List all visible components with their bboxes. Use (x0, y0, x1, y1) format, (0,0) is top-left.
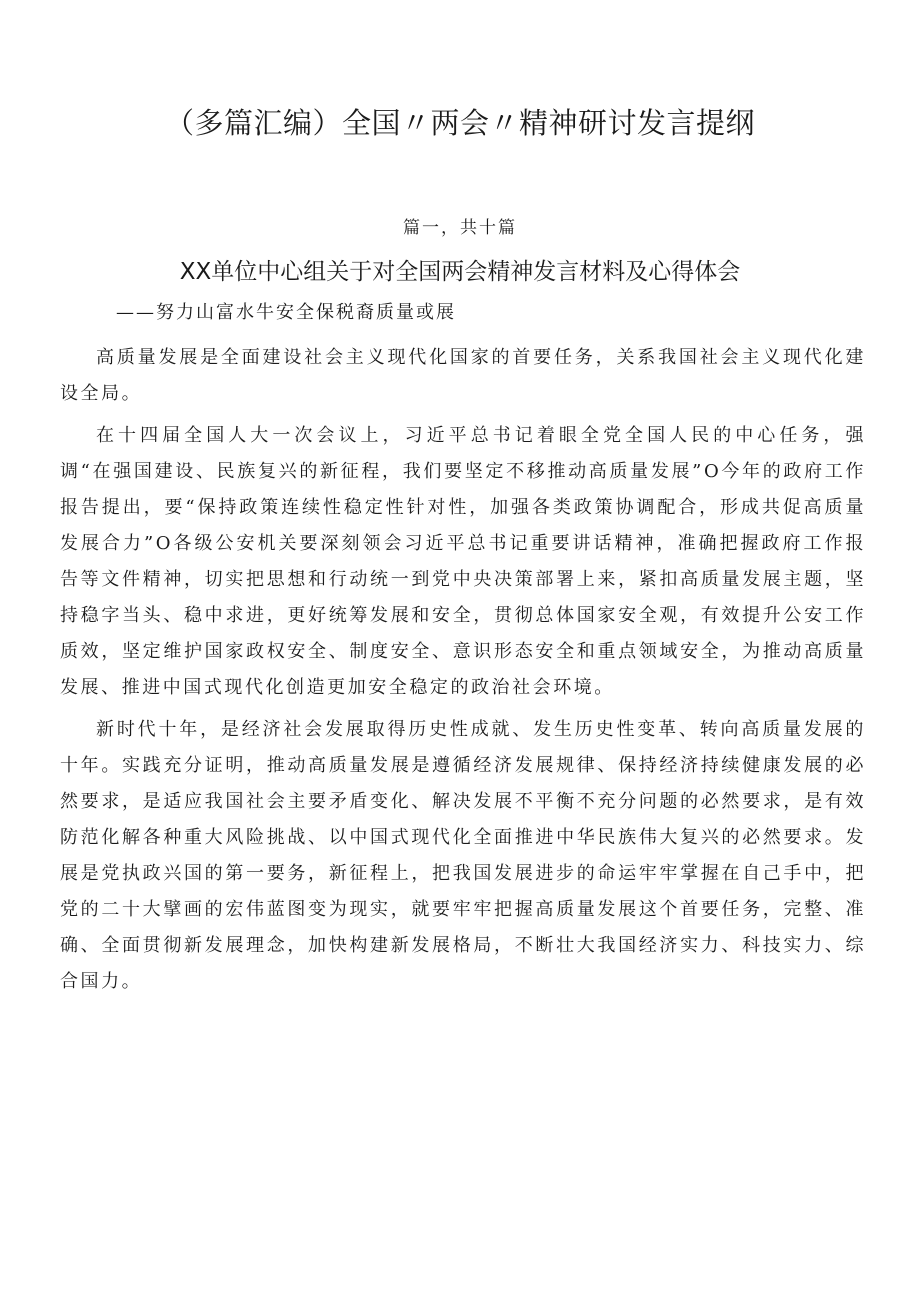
body-paragraph-3: 新时代十年，是经济社会发展取得历史性成就、发生历史性变革、转向高质量发展的十年。实践充分证明，推动高质量发展是遵循经济发展规律、保持经济持续健康发展的必然要求，是适应我国社会主要矛盾变化、解决发展不平衡不充分问题的必然要求，是有效防范化解各种重大风险挑战、以中国式现代化全面推进中华民族伟大复兴的必然要求。发展是党执政兴国的第一要务，新征程上，把我国发展进步的命运牢牢掌握在自己手中，把党的二十大擘画的宏伟蓝图变为现实，就要牢牢把握高质量发展这个首要任务，完整、准确、全面贯彻新发展理念，加快构建新发展格局，不断壮大我国经济实力、科技实力、综合国力。 (60, 719, 866, 992)
section-number-label: 篇一，共十篇 (403, 218, 517, 238)
document-title: （多篇汇编）全国〃两会〃精神研讨发言提纲 (164, 106, 755, 140)
document-body (60, 340, 866, 1006)
section-title: XX单位中心组关于对全国两会精神发言材料及心得体会 (179, 259, 741, 285)
section-subtitle: ——努力山富水牛安全保税裔质量或展 (116, 302, 456, 323)
body-paragraph-2: 在十四届全国人大一次会议上，习近平总书记着眼全党全国人民的中心任务，强调“在强国建设、民族复兴的新征程，我们要坚定不移推动高质量发展”O今年的政府工作报告提出，要“保持政策连续性稳定性针对性，加强各类政策协调配合，形成共促高质量发展合力”O各级公安机关要深刻领会习近平总书记重要讲话精神，准确把握政府工作报告等文件精神，切实把思想和行动统一到党中央决策部署上来，紧扣高质量发展主题，坚持稳字当头、稳中求进，更好统筹发展和安全，贯彻总体国家安全观，有效提升公安工作质效，坚定维护国家政权安全、制度安全、意识形态安全和重点领域安全，为推动高质量发展、推进中国式现代化创造更加安全稳定的政治社会环境。 (60, 425, 866, 698)
body-paragraph-1: 高质量发展是全面建设社会主义现代化国家的首要任务，关系我国社会主义现代化建设全局。 (60, 347, 866, 404)
